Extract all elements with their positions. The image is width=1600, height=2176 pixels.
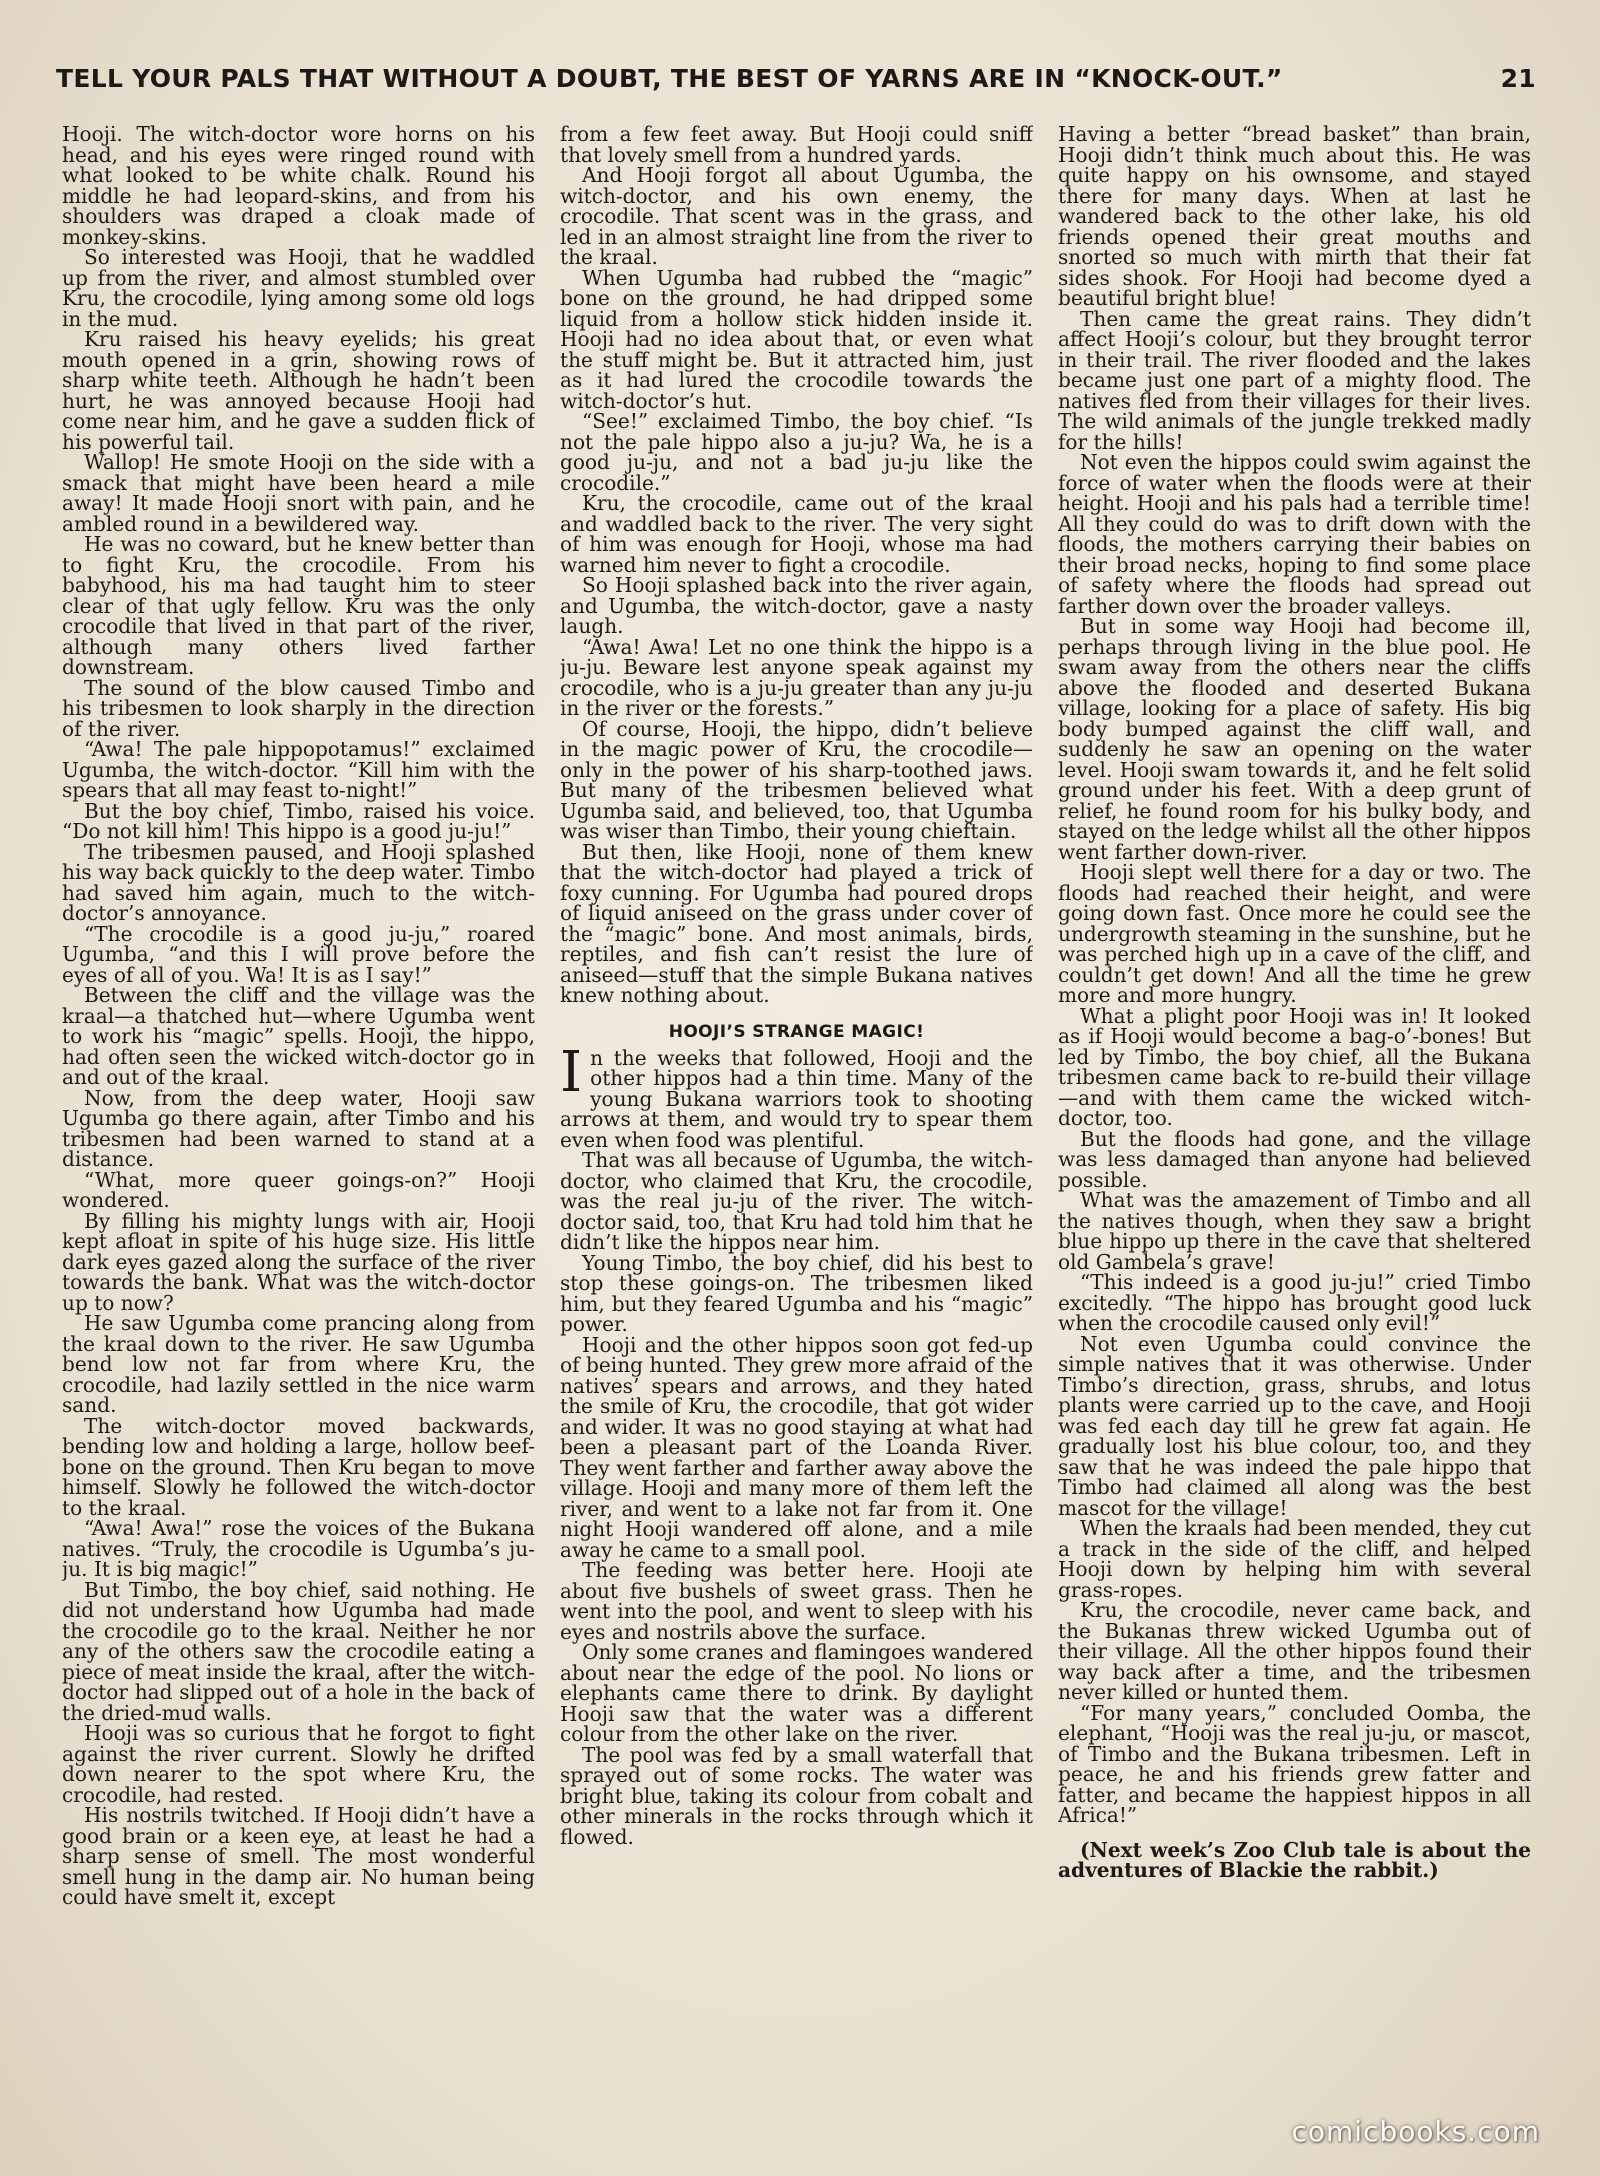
story-paragraph: Kru raised his heavy eyelids; his great mouth opened in a grin, showing rows of sharp white teeth. Although he hadn’t been hurt, he was annoyed because Hooji had come near him, and he gave a sudden flick of his powerful tail. [62, 327, 535, 454]
story-paragraph: “Awa! Awa! Let no one think the hippo is a ju-ju. Beware lest anyone speak against my crocodile, who is a ju-ju greater than any ju-ju in the river or the forests.” [560, 634, 1033, 720]
story-paragraph: He saw Ugumba come prancing along from the kraal down to the river. He saw Ugumba bend low not far from where Kru, the crocodile, had lazily settled in the nice warm sand. [62, 1311, 535, 1417]
story-paragraph: from a few feet away. But Hooji could sniff that lovely smell from a hundred yards. [560, 124, 1033, 167]
story-paragraph: “The crocodile is a good ju-ju,” roared Ugumba, “and this I will prove before the eyes of all of you. Wa! It is as I say!” [62, 921, 535, 987]
story-paragraph: Wallop! He smote Hooji on the side with a smack that might have been heard a mile away! It made Hooji snort with pain, and he ambled round in a bewildered way. [62, 450, 535, 536]
story-paragraph: What a plight poor Hooji was in! It looked as if Hooji would become a bag-o’-bones! But led by Timbo, the boy chief, all the Bukana tribesmen came back to re-build their village—and with them came the wicked witch-doctor, too. [1058, 1003, 1531, 1130]
story-paragraph: Not even the hippos could swim against the force of water when the floods were at their height. Hooji and his pals had a terrible time! All they could do was to drift down with the floods, the mothers carrying their babies on their broad necks, hoping to find some place of safety where the floods had spread out farther down over the broader valleys. [1058, 450, 1531, 618]
story-paragraph: “Awa! The pale hippopotamus!” exclaimed Ugumba, the witch-doctor. “Kill him with the spears that all may feast to-night!” [62, 737, 535, 802]
story-paragraph: Not even Ugumba could convince the simple natives that it was otherwise. Under Timbo’s direction, grass, shrubs, and lotus plants were carried up to the cave, and Hooji was fed each day till he grew fat again. He gradually lost his blue colour, too, and they saw that he was indeed the pale hippo that Timbo had claimed all along was the best mascot for the village! [1058, 1331, 1531, 1520]
story-paragraph: “This indeed is a good ju-ju!” cried Timbo excitedly. “The hippo has brought good luck when the crocodile caused only evil!” [1058, 1270, 1531, 1335]
next-week-note: (Next week’s Zoo Club tale is about the adventures of Blackie the rabbit.) [1058, 1837, 1531, 1882]
column-2 [560, 124, 1033, 2084]
story-paragraph: “See!” exclaimed Timbo, the boy chief. “Is not the pale hippo also a ju-ju? Wa, he is a good ju-ju, and not a bad ju-ju like the crocodile.” [560, 409, 1033, 495]
story-paragraph: The witch-doctor moved backwards, bending low and holding a large, hollow beef-bone on the ground. Then Kru began to move himself. Slowly he followed the witch-doctor to the kraal. [62, 1413, 535, 1520]
story-paragraph: “What, more queer goings-on?” Hooji wondered. [62, 1167, 535, 1212]
story-paragraph: But the boy chief, Timbo, raised his voice. “Do not kill him! This hippo is a good ju-ju!” [62, 798, 535, 843]
story-paragraph: “For many years,” concluded Oomba, the elephant, “Hooji was the real ju-ju, or mascot, of Timbo and the Bukana tribesmen. Left in peace, he and his friends grew fatter and fatter, and became the happiest hippos in all Africa!” [1058, 1700, 1531, 1827]
story-paragraph: Hooji and the other hippos soon got fed-up of being hunted. They grew more afraid of the natives’ spears and arrows, and they hated the smile of Kru, the crocodile, that got wider and wider. It was no good staying at what had been a pleasant part of the Loanda River. They went farther and farther away above the village. Hooji and many more of them left the river, and went to a lake not far from it. One night Hooji wandered off alone, and a mile away he came to a small pool. [560, 1332, 1033, 1562]
story-paragraph: Of course, Hooji, the hippo, didn’t believe in the magic power of Kru, the crocodile—only in the power of his sharp-toothed jaws. But many of the tribesmen believed what Ugumba said, and believed, too, that Ugumba was wiser than Timbo, their young chieftain. [560, 716, 1033, 843]
story-paragraph: But Timbo, the boy chief, said nothing. He did not understand how Ugumba had made the crocodile go to the kraal. Neither he nor any of the others saw the crocodile eating a piece of meat inside the kraal, after the witch-doctor had slipped out of a hole in the back of the dried-mud walls. [62, 1577, 535, 1725]
story-paragraph: By filling his mighty lungs with air, Hooji kept afloat in spite of his huge size. His little dark eyes gazed along the surface of the river towards the bank. What was the witch-doctor up to now? [62, 1208, 535, 1315]
column-3 [1058, 124, 1531, 2084]
story-columns [62, 124, 1532, 2084]
story-paragraph: But the floods had gone, and the village was less damaged than anyone had believed possible. [1058, 1126, 1531, 1192]
story-paragraph: Young Timbo, the boy chief, did his best to stop these goings-on. The tribesmen liked him, but they feared Ugumba and his “magic” power. [560, 1250, 1033, 1336]
story-paragraph: Hooji was so curious that he forgot to fight against the river current. Slowly he drifted down nearer to the spot where Kru, the crocodile, had rested. [62, 1721, 535, 1807]
section-subheading: HOOJI’S STRANGE MAGIC! [668, 1021, 925, 1042]
story-paragraph: And Hooji forgot all about Ugumba, the witch-doctor, and his own enemy, the crocodile. That scent was in the grass, and led in an almost straight line from the river to the kraal. [560, 163, 1033, 269]
story-paragraph: Then came the great rains. They didn’t affect Hooji’s colour, but they brought terror in their trail. The river flooded and the lakes became just one part of a mighty flood. The natives fled from their villages for their lives. The wild animals of the jungle trekked madly for the hills! [1058, 306, 1531, 454]
story-paragraph: When Ugumba had rubbed the “magic” bone on the ground, he had dripped some liquid from a hollow stick hidden inside it. Hooji had no idea about that, or even what the stuff might be. But it attracted him, just as it had lured the crocodile towards the witch-doctor’s hut. [560, 265, 1033, 413]
story-paragraph: So interested was Hooji, that he waddled up from the river, and almost stumbled over Kru, the crocodile, lying among some old logs in the mud. [62, 245, 535, 331]
story-paragraph: Having a better “bread basket” than brain, Hooji didn’t think much about this. He was quite happy on his ownsome, and stayed there for many days. When at last he wandered back to the other lake, his old friends opened their great mouths and snorted so much with mirth that their fat sides shook. For Hooji had become dyed a beautiful bright blue! [1058, 124, 1531, 310]
story-paragraph: Hooji. The witch-doctor wore horns on his head, and his eyes were ringed round with what looked to be white chalk. Round his middle he had leopard-skins, and from his shoulders was draped a cloak made of monkey-skins. [62, 124, 535, 249]
column-1 [62, 124, 535, 2084]
story-paragraph: The sound of the blow caused Timbo and his tribesmen to look sharply in the direction of the river. [62, 675, 535, 741]
page-header [56, 64, 1536, 93]
story-paragraph: Kru, the crocodile, never came back, and the Bukanas threw wicked Ugumba out of their village. All the other hippos found their way back after a time, and the tribesmen never killed or hunted them. [1058, 1598, 1531, 1704]
story-paragraph: Between the cliff and the village was the kraal—a thatched hut—where Ugumba went to work his “magic” spells. Hooji, the hippo, had often seen the wicked witch-doctor go in and out of the kraal. [62, 983, 535, 1089]
header-slogan: TELL YOUR PALS THAT WITHOUT A DOUBT, THE BEST OF YARNS ARE IN “KNOCK-OUT.” [56, 64, 1283, 93]
story-paragraph: He was no coward, but he knew better than to fight Kru, the crocodile. From his babyhood, his ma had taught him to steer clear of that ugly fellow. Kru was the only crocodile that lived in that part of the river, although many others lived farther downstream. [62, 532, 535, 679]
story-paragraph: The tribesmen paused, and Hooji splashed his way back quickly to the deep water. Timbo had saved him again, much to the witch-doctor’s annoyance. [62, 839, 535, 925]
story-paragraph: “Awa! Awa!” rose the voices of the Bukana natives. “Truly, the crocodile is Ugumba’s ju-ju. It is big magic!” [62, 1516, 535, 1581]
story-paragraph: Only some cranes and flamingoes wandered about near the edge of the pool. No lions or elephants came there to drink. By daylight Hooji saw that the water was a different colour from the other lake on the river. [560, 1640, 1033, 1746]
story-paragraph: That was all because of Ugumba, the witch-doctor, who claimed that Kru, the crocodile, was the real ju-ju of the river. The witch-doctor said, too, that Kru had told him that he didn’t like the hippos near him. [560, 1148, 1033, 1254]
story-paragraph: Hooji slept well there for a day or two. The floods had reached their height, and were going down fast. Once more he could see the undergrowth steaming in the sunshine, but he was perched high up in a cave of the cliff, and couldn’t get down! And all the time he grew more and more hungry. [1058, 860, 1531, 1007]
story-paragraph: So Hooji splashed back into the river again, and Ugumba, the witch-doctor, gave a nasty laugh. [560, 573, 1033, 638]
story-paragraph: Kru, the crocodile, came out of the kraal and waddled back to the river. The very sight of him was enough for Hooji, whose ma had warned him never to fight a crocodile. [560, 491, 1033, 577]
site-watermark: comicbooks.com [1291, 2115, 1540, 2148]
page-number: 21 [1500, 64, 1536, 93]
story-paragraph: His nostrils twitched. If Hooji didn’t have a good brain or a keen eye, at least he had a sharp sense of smell. The most wonderful smell hung in the damp air. No human being could have smelt it, except [62, 1803, 535, 1909]
story-paragraph: When the kraals had been mended, they cut a track in the side of the cliff, and helped Hooji down by helping him with several grass-ropes. [1058, 1516, 1531, 1602]
story-paragraph: The feeding was better here. Hooji ate about five bushels of sweet grass. Then he went into the pool, and went to sleep with his eyes and nostrils above the surface. [560, 1558, 1033, 1644]
story-paragraph: But then, like Hooji, none of them knew that the witch-doctor had played a trick of foxy cunning. For Ugumba had poured drops of liquid aniseed on the grass under cover of the “magic” bone. And most animals, birds, reptiles, and fish can’t resist the lure of aniseed—stuff that the simple Bukana natives knew nothing about. [560, 839, 1033, 1007]
story-paragraph: But in some way Hooji had become ill, perhaps through living in the blue pool. He swam away from the others near the cliffs above the flooded and deserted Bukana village, looking for a place of safety. His big body bumped against the cliff wall, and suddenly he saw an opening on the water level. Hooji swam towards it, and he felt solid ground under his feet. With a deep grunt of relief, he found room for his bulky body, and stayed on the ledge whilst all the other hippos went farther down-river. [1058, 614, 1531, 864]
drop-cap: I [560, 1039, 583, 1105]
story-paragraph: Now, from the deep water, Hooji saw Ugumba go there again, after Timbo and his tribesmen had been warned to stand at a distance. [62, 1085, 535, 1171]
story-paragraph [560, 1039, 1033, 1152]
story-paragraph: What was the amazement of Timbo and all the natives though, when they saw a bright blue hippo up there in the cave that sheltered old Gambela’s grave! [1058, 1188, 1531, 1274]
story-paragraph: The pool was fed by a small waterfall that sprayed out of some rocks. The water was bright blue, taking its colour from cobalt and other minerals in the rocks through which it flowed. [560, 1742, 1033, 1849]
story-paragraph-text: n the weeks that followed, Hooji and the other hippos had a thin time. Many of the young Bukana warriors took to shooting arrows at them, and would try to spear them even when food was plentiful. [560, 1045, 1033, 1152]
